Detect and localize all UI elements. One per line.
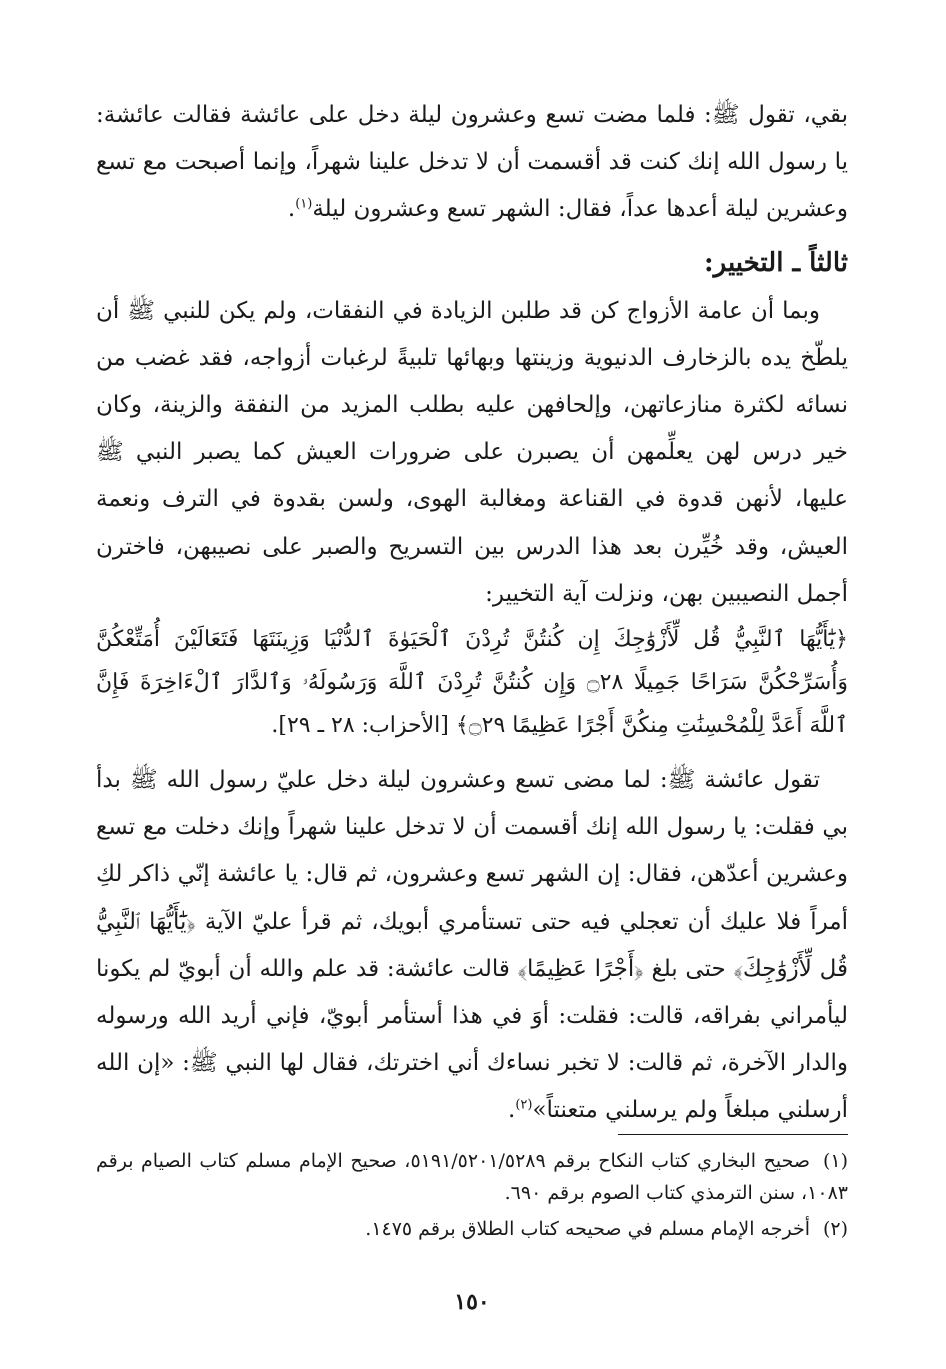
paragraph-1-text: بقي، تقول ﷺ: فلما مضت تسع وعشرون ليلة دخل على عائشة فقالت عائشة: يا رسول الله إنك كنت قد أقسمت أن لا تدخل علينا شهراً، وإنما أصبحت مع تسع وعشرين ليلة أعدها عداً، فقال: الشهر تسع وعشرون ليلة (96, 102, 848, 223)
paragraph-3 (96, 757, 848, 1135)
paragraph-gap (96, 747, 848, 757)
quran-verse: ﴿يَٰٓأَيُّهَا ٱلنَّبِيُّ قُل لِّأَزْوَٰجِكَ إِن كُنتُنَّ تُرِدْنَ ٱلْحَيَوٰةَ ٱلدُّنْيَا وَزِينَتَهَا فَتَعَالَيْنَ أُمَتِّعْكُنَّ وَأُسَرِّحْكُنَّ سَرَاحًا جَمِيلًا ۝٢٨ وَإِن كُنتُنَّ تُرِدْنَ ٱللَّهَ وَرَسُولَهُۥ وَٱلدَّارَ ٱلْءَاخِرَةَ فَإِنَّ ٱللَّهَ أَعَدَّ لِلْمُحْسِنَٰتِ مِنكُنَّ أَجْرًا عَظِيمًا ۝٢٩﴾ [الأحزاب: ٢٨ ـ ٢٩]. (96, 627, 848, 739)
footnote-2 (96, 1213, 848, 1245)
footnote-divider (618, 1134, 848, 1135)
footnotes (96, 1145, 848, 1249)
page-number: ١٥٠ (454, 1289, 490, 1315)
book-page (96, 92, 848, 1322)
footnote-2-text: أخرجه الإمام مسلم في صحيحه كتاب الطلاق برقم ١٤٧٥. (365, 1218, 810, 1240)
footnote-1 (96, 1145, 848, 1209)
footnote-2-number: (٢) (822, 1218, 848, 1240)
footnote-1-number: (١) (822, 1150, 849, 1172)
paragraph-3-end: . (508, 1097, 516, 1124)
paragraph-3-text: تقول عائشة ﷺ: لما مضى تسع وعشرون ليلة دخل عليّ رسول الله ﷺ بدأ بي فقلت: يا رسول الله إنك أقسمت أن لا تدخل علينا شهراً وإنك دخلت مع تسع وعشرين أعدّهن، فقال: إن الشهر تسع وعشرون، ثم قال: يا عائشة إنّي ذاكر لكِ أمراً فلا عليك أن تعجلي فيه حتى تستأمري أبويك، ثم قرأ عليّ الآية ﴿يَٰٓأَيُّهَا ٱلنَّبِيُّ قُل لِّأَزْوَٰجِكَ﴾ حتى بلغ ﴿أَجْرًا عَظِيمًا﴾ قالت عائشة: قد علم والله أن أبويّ لم يكونا ليأمراني بفراقه، قالت: فقلت: أوَ في هذا أستأمر أبويّ، فإني أريد الله ورسوله والدار الآخرة، ثم قالت: لا تخبر نساءك أني اخترتك، فقال لها النبي ﷺ: «إن الله أرسلني مبلغاً ولم يرسلني متعنتاً» (96, 767, 848, 1124)
footnote-1-text: صحيح البخاري كتاب النكاح برقم ٥١٩١/٥٢٠١/٥٢٨٩، صحيح الإمام مسلم كتاب الصيام برقم ١٠٨٣، سنن الترمذي كتاب الصوم برقم ٦٩٠. (96, 1150, 848, 1204)
section-heading: ثالثاً ـ التخيير: (704, 247, 848, 278)
footnote-ref-1: (١) (295, 196, 313, 212)
paragraph-2: وبما أن عامة الأزواج كن قد طلبن الزيادة في النفقات، ولم يكن للنبي ﷺ أن يلطّخ يده بالزخارف الدنيوية وزينتها وبهائها تلبيةً لرغبات أزواجه، فقد غضب من نسائه لكثرة منازعاتهن، وإلحافهن عليه بطلب المزيد من النفقة والزينة، وكان خير درس لهن يعلِّمهن أن يصبرن على ضرورات العيش كما يصبر النبي ﷺ عليها، لأنهن قدوة في القناعة ومغالبة الهوى، ولسن بقدوة في الترف ونعمة العيش، وقد خُيِّرن بعد هذا الدرس بين التسريح والصبر على نصيبهن، فاخترن أجمل النصيبين بهن، ونزلت آية التخيير: (96, 297, 849, 607)
paragraph-1 (96, 92, 848, 234)
paragraph-1-end: . (287, 196, 296, 223)
footnote-ref-2: (٢) (515, 1097, 533, 1113)
